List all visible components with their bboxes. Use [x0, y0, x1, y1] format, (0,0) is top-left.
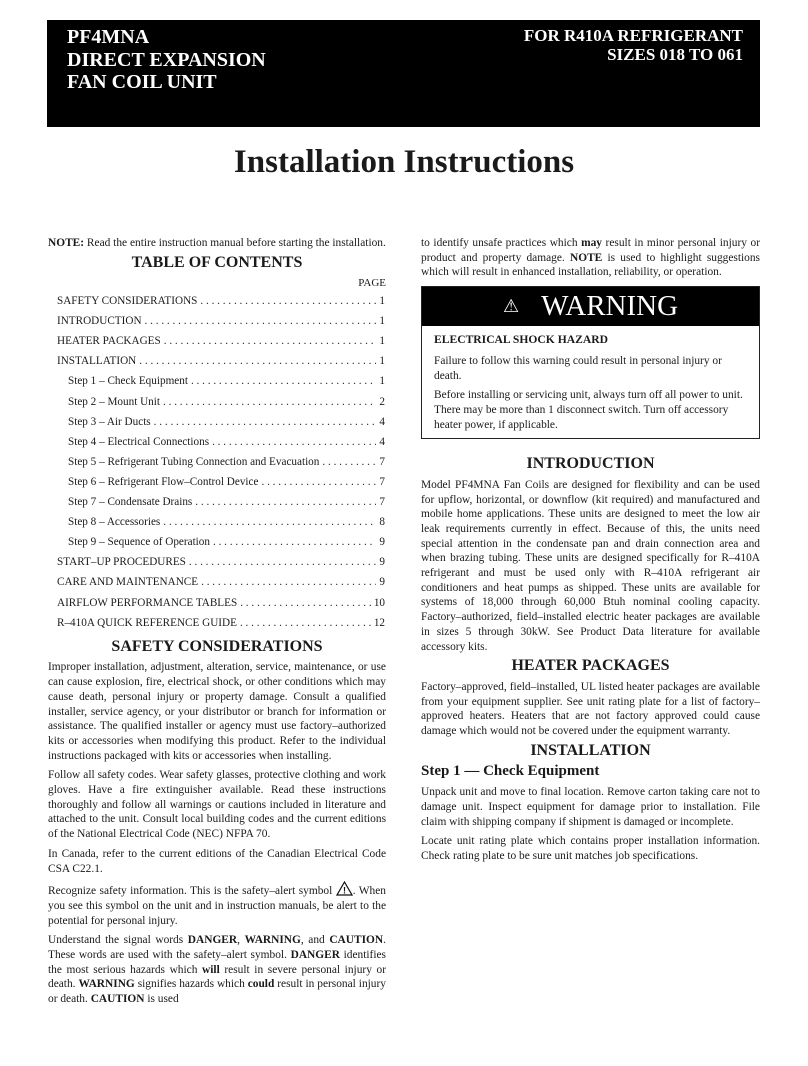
installation-paragraph: Locate unit rating plate which contains proper installation information. Check rating plate to be sure unit matches job specifications.	[421, 835, 760, 862]
toc-entry[interactable]	[48, 314, 386, 334]
toc-entry-title: CARE AND MAINTENANCE	[57, 576, 199, 589]
toc-entry-title: INSTALLATION	[57, 355, 137, 368]
warning-header	[422, 287, 759, 326]
svg-text:!: !	[342, 885, 346, 896]
toc-entry[interactable]	[48, 596, 386, 616]
toc-entry-title: Step 6 – Refrigerant Flow–Control Device	[68, 475, 259, 488]
toc-leader	[154, 415, 377, 430]
table-of-contents	[48, 294, 386, 636]
text-run: ,	[237, 934, 245, 947]
signal-word: CAUTION	[329, 934, 384, 947]
toc-entry[interactable]	[48, 415, 386, 435]
text-run: result in minor personal injury or product and property damage.	[421, 237, 760, 264]
toc-entry-title: Step 3 – Air Ducts	[68, 415, 151, 428]
text-run: . These words are used with the safety–alert symbol.	[48, 934, 386, 962]
toc-entry[interactable]	[48, 435, 386, 455]
toc-leader	[163, 395, 376, 410]
note-text: Read the entire instruction manual before starting the installation.	[84, 237, 386, 249]
text-run: result in severe personal injury or death.	[48, 963, 386, 991]
toc-entry-title: START–UP PROCEDURES	[57, 556, 186, 569]
page-title: Installation Instructions	[233, 144, 575, 180]
product-type-line2: FAN COIL UNIT	[67, 71, 217, 93]
toc-leader	[139, 354, 376, 369]
toc-leader	[240, 596, 371, 611]
text-run: is used	[144, 993, 179, 1006]
toc-heading: TABLE OF CONTENTS	[131, 253, 303, 271]
toc-entry-page: 8	[379, 516, 385, 529]
safety-alert-icon	[336, 881, 353, 896]
toc-leader	[145, 314, 377, 329]
toc-entry[interactable]	[48, 475, 386, 495]
toc-leader	[164, 334, 377, 349]
warning-body	[422, 326, 759, 432]
warning-box	[421, 286, 760, 439]
toc-entry-title: AIRFLOW PERFORMANCE TABLES	[57, 596, 238, 609]
installation-paragraph: Unpack unit and move to final location. Remove carton taking care not to damage unit. Inspect equipment for damage prior to installation. File claim with shipping company if shipment is damaged or incomplete.	[421, 786, 760, 828]
toc-entry[interactable]	[48, 294, 386, 314]
safety-paragraph: Improper installation, adjustment, alteration, service, maintenance, or use can cause explosion, fire, electrical shock, or other conditions which may cause death, personal injury or property damage. Consult a qualified installer, service agency, or your distributor or branch for information or assistance. The qualified installer or agency must use factory–authorized kits or accessories when modifying this product. Refer to the individual instructions packaged with kits or accessories when installing.	[48, 661, 386, 762]
toc-leader	[322, 455, 376, 470]
toc-entry-title: Step 4 – Electrical Connections	[68, 435, 210, 448]
note-label: NOTE:	[48, 237, 85, 249]
alert-text-cont: . When you see this symbol on the unit and in instruction manuals, be alert to the potential for personal injury.	[48, 885, 387, 927]
toc-entry[interactable]	[48, 455, 386, 475]
hazard-title: ELECTRICAL SHOCK HAZARD	[434, 333, 608, 347]
toc-entry-page: 1	[379, 375, 385, 388]
signal-words-paragraph	[48, 933, 386, 1007]
toc-entry-title: R–410A QUICK REFERENCE GUIDE	[57, 616, 237, 629]
signal-word: NOTE	[569, 251, 603, 264]
toc-leader	[201, 575, 376, 590]
toc-entry-page: 7	[379, 455, 385, 468]
safety-paragraph: Follow all safety codes. Wear safety glasses, protective clothing and work gloves. Have a fire extinguisher available. Read these instructions thoroughly and follow all warnings or cautions included in literature and attached to the unit. Consult local building codes and the current editions of the National Electrical Code (NEC) NFPA 70.	[48, 769, 386, 841]
toc-entry-page: 7	[379, 475, 385, 488]
toc-entry-page: 1	[379, 295, 385, 308]
toc-entry-title: Step 8 – Accessories	[68, 516, 161, 529]
toc-entry-title: SAFETY CONSIDERATIONS	[57, 295, 198, 308]
toc-leader	[212, 435, 376, 450]
toc-leader	[189, 555, 377, 570]
text-run: identifies the most serious hazards which	[48, 949, 386, 976]
toc-leader	[213, 535, 376, 550]
toc-entry-title: HEATER PACKAGES	[57, 335, 161, 348]
refrigerant-label: FOR R410A REFRIGERANT	[523, 26, 743, 45]
product-model: PF4MNA	[67, 26, 150, 48]
heater-packages-heading: HEATER PACKAGES	[511, 657, 670, 675]
signal-word: DANGER	[290, 949, 340, 962]
emphasis: may	[581, 237, 602, 249]
toc-entry-title: Step 5 – Refrigerant Tubing Connection and Evacuation	[68, 455, 320, 468]
text-run: , and	[300, 934, 330, 947]
text-run: result in personal injury or death.	[48, 978, 386, 1006]
note-paragraph	[48, 236, 386, 251]
right-column	[421, 236, 760, 869]
toc-entry-page: 9	[379, 556, 385, 569]
text-run: to identify unsafe practices which	[421, 237, 582, 249]
toc-entry-page: 9	[379, 576, 385, 589]
toc-leader	[191, 374, 376, 389]
warning-triangle-icon: ⚠	[502, 296, 520, 317]
toc-leader	[200, 294, 376, 309]
toc-entry-title: Step 7 – Condensate Drains	[68, 496, 193, 509]
toc-entry[interactable]	[48, 535, 386, 555]
toc-entry[interactable]	[48, 374, 386, 394]
warning-title: WARNING	[541, 290, 679, 323]
toc-entry-title: INTRODUCTION	[57, 315, 142, 328]
text-run: signifies hazards which	[134, 978, 248, 991]
toc-entry-page: 10	[373, 596, 385, 609]
alert-text: Recognize safety information. This is the safety–alert symbol	[48, 885, 336, 898]
toc-entry[interactable]	[48, 354, 386, 374]
toc-entry[interactable]	[48, 395, 386, 415]
toc-page-label: PAGE	[358, 277, 386, 290]
toc-entry[interactable]	[48, 495, 386, 515]
product-type: DIRECT EXPANSION	[67, 48, 266, 71]
signal-word: WARNING	[244, 934, 301, 947]
toc-entry-page: 9	[379, 536, 385, 549]
toc-leader	[195, 495, 376, 510]
sizes-label: SIZES 018 TO 061	[607, 45, 743, 64]
toc-entry[interactable]	[48, 575, 386, 595]
toc-entry-page: 4	[379, 435, 385, 448]
toc-leader	[163, 515, 376, 530]
toc-leader	[240, 616, 371, 631]
text-run: is used to highlight suggestions which will result in enhanced installation, reliability, or operation.	[421, 251, 760, 279]
toc-entry-page: 1	[379, 335, 385, 348]
toc-entry[interactable]	[48, 334, 386, 354]
safety-heading: SAFETY CONSIDERATIONS	[111, 637, 323, 655]
heater-packages-paragraph: Factory–approved, field–installed, UL listed heater packages are available from your equipment supplier. See unit rating plate for a list of factory–approved heaters. Heaters that are not factory approved could cause damage which would not be covered under the equipment warranty.	[421, 680, 760, 738]
toc-leader	[261, 475, 376, 490]
toc-entry-page: 4	[379, 415, 385, 428]
installation-heading: INSTALLATION	[530, 741, 651, 759]
toc-entry[interactable]	[48, 616, 386, 636]
toc-entry-title: Step 9 – Sequence of Operation	[68, 536, 210, 549]
warning-paragraph: Before installing or servicing unit, always turn off all power to unit. There may be more than 1 disconnect switch. Turn off accessory heater power, if applicable.	[434, 389, 743, 431]
warning-paragraph: Failure to follow this warning could result in personal injury or death.	[434, 354, 722, 382]
toc-entry[interactable]	[48, 555, 386, 575]
introduction-paragraph: Model PF4MNA Fan Coils are designed for flexibility and can be used for upflow, horizontal, or downflow (kit required) and manufactured and mobile home applications. These units are designed to meet the low air leak requirements currently in effect. Because of this, the units need special attention in the condensate pan and drain connection area and when brazing tubing. These units are designed specifically for R–410A refrigerant and must be used only with R–410A refrigerant air conditioners and heat pumps as shipped. These units are available for systems of 18,000 through 60,000 Btuh nominal cooling capacity. Factory–authorized, field–installed electric heater packages are available in sizes 5 through 30kW. See Product Data literature for available accessory kits.	[421, 478, 760, 653]
signal-word: WARNING	[78, 978, 135, 991]
toc-entry[interactable]	[48, 515, 386, 535]
toc-entry-title: Step 2 – Mount Unit	[68, 395, 160, 408]
toc-entry-page: 1	[379, 315, 385, 328]
safety-paragraph	[48, 881, 386, 928]
step-title: Step 1 — Check Equipment	[421, 763, 600, 780]
document-header	[47, 20, 760, 127]
toc-entry-page: 7	[379, 496, 385, 509]
text-run: Understand the signal words	[48, 934, 188, 947]
left-column	[48, 236, 386, 1012]
signal-word: CAUTION	[90, 993, 145, 1006]
toc-entry-page: 2	[379, 395, 385, 408]
safety-continued-paragraph	[421, 236, 760, 280]
toc-entry-page: 1	[379, 355, 385, 368]
toc-entry-page: 12	[373, 616, 385, 629]
refrigerant-block	[524, 26, 743, 64]
signal-word: DANGER	[187, 934, 238, 947]
toc-entry-title: Step 1 – Check Equipment	[68, 375, 188, 388]
emphasis: could	[247, 978, 275, 991]
product-title-block	[67, 26, 266, 94]
emphasis: will	[202, 963, 220, 976]
safety-paragraph: In Canada, refer to the current editions of the Canadian Electrical Code CSA C22.1.	[48, 847, 386, 875]
introduction-heading: INTRODUCTION	[526, 455, 655, 473]
